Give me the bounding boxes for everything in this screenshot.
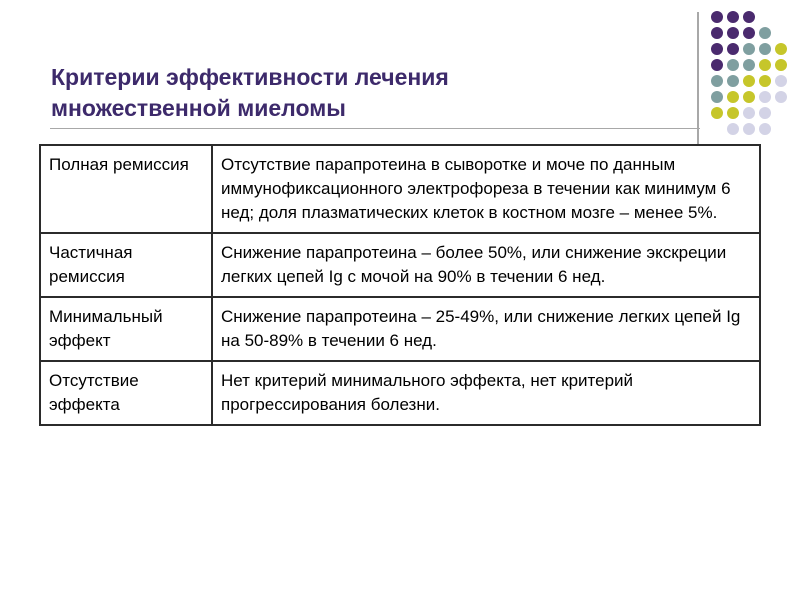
decorative-dot	[711, 75, 723, 87]
decorative-dot	[743, 11, 755, 23]
response-category-cell: Отсутствие эффекта	[40, 361, 212, 425]
decorative-dot	[727, 11, 739, 23]
response-criteria-cell: Снижение парапротеина – более 50%, или снижение экскреции легких цепей Ig с мочой на 90% в течении 6 нед.	[212, 233, 760, 297]
response-criteria-cell: Нет критерий минимального эффекта, нет критерий прогрессирования болезни.	[212, 361, 760, 425]
decorative-dot	[759, 27, 771, 39]
decorative-dot	[743, 43, 755, 55]
decorative-dot	[711, 107, 723, 119]
decorative-horizontal-line	[50, 128, 700, 129]
decorative-dot	[759, 123, 771, 135]
slide-title	[51, 62, 671, 124]
criteria-table	[39, 144, 761, 426]
decorative-dot	[775, 59, 787, 71]
decorative-dot	[711, 27, 723, 39]
decorative-dot	[727, 43, 739, 55]
decorative-dot	[759, 43, 771, 55]
decorative-dot	[743, 75, 755, 87]
decorative-dot	[743, 91, 755, 103]
decorative-dot	[743, 107, 755, 119]
decorative-dot	[775, 75, 787, 87]
table-row	[40, 297, 760, 361]
table-row	[40, 145, 760, 233]
decorative-dot	[727, 91, 739, 103]
response-category-cell: Полная ремиссия	[40, 145, 212, 233]
decorative-dot	[743, 123, 755, 135]
decorative-dot	[711, 11, 723, 23]
decorative-dot	[743, 27, 755, 39]
slide-title-line-1: Критерии эффективности лечения	[51, 64, 449, 90]
decorative-dot	[727, 27, 739, 39]
decorative-dot	[727, 107, 739, 119]
decorative-dot	[711, 59, 723, 71]
response-category-cell: Минимальный эффект	[40, 297, 212, 361]
response-criteria-cell: Снижение парапротеина – 25-49%, или снижение легких цепей Ig на 50-89% в течении 6 нед.	[212, 297, 760, 361]
decorative-dot	[711, 91, 723, 103]
decorative-dot	[759, 91, 771, 103]
table-row	[40, 361, 760, 425]
decorative-vertical-line	[697, 12, 699, 146]
decorative-dot	[727, 123, 739, 135]
response-category-cell: Частичная ремиссия	[40, 233, 212, 297]
decorative-dot	[775, 43, 787, 55]
decorative-dot	[759, 75, 771, 87]
decorative-dot	[759, 59, 771, 71]
decorative-dot	[711, 43, 723, 55]
response-criteria-cell: Отсутствие парапротеина в сыворотке и моче по данным иммунофиксационного электрофореза в течении как минимум 6 нед; доля плазматических клеток в костном мозге – менее 5%.	[212, 145, 760, 233]
slide-title-line-2: множественной миеломы	[51, 95, 346, 121]
decorative-dot	[759, 107, 771, 119]
table-row	[40, 233, 760, 297]
decorative-dot	[727, 75, 739, 87]
decorative-dot	[775, 91, 787, 103]
decorative-dot	[743, 59, 755, 71]
decorative-dot	[727, 59, 739, 71]
